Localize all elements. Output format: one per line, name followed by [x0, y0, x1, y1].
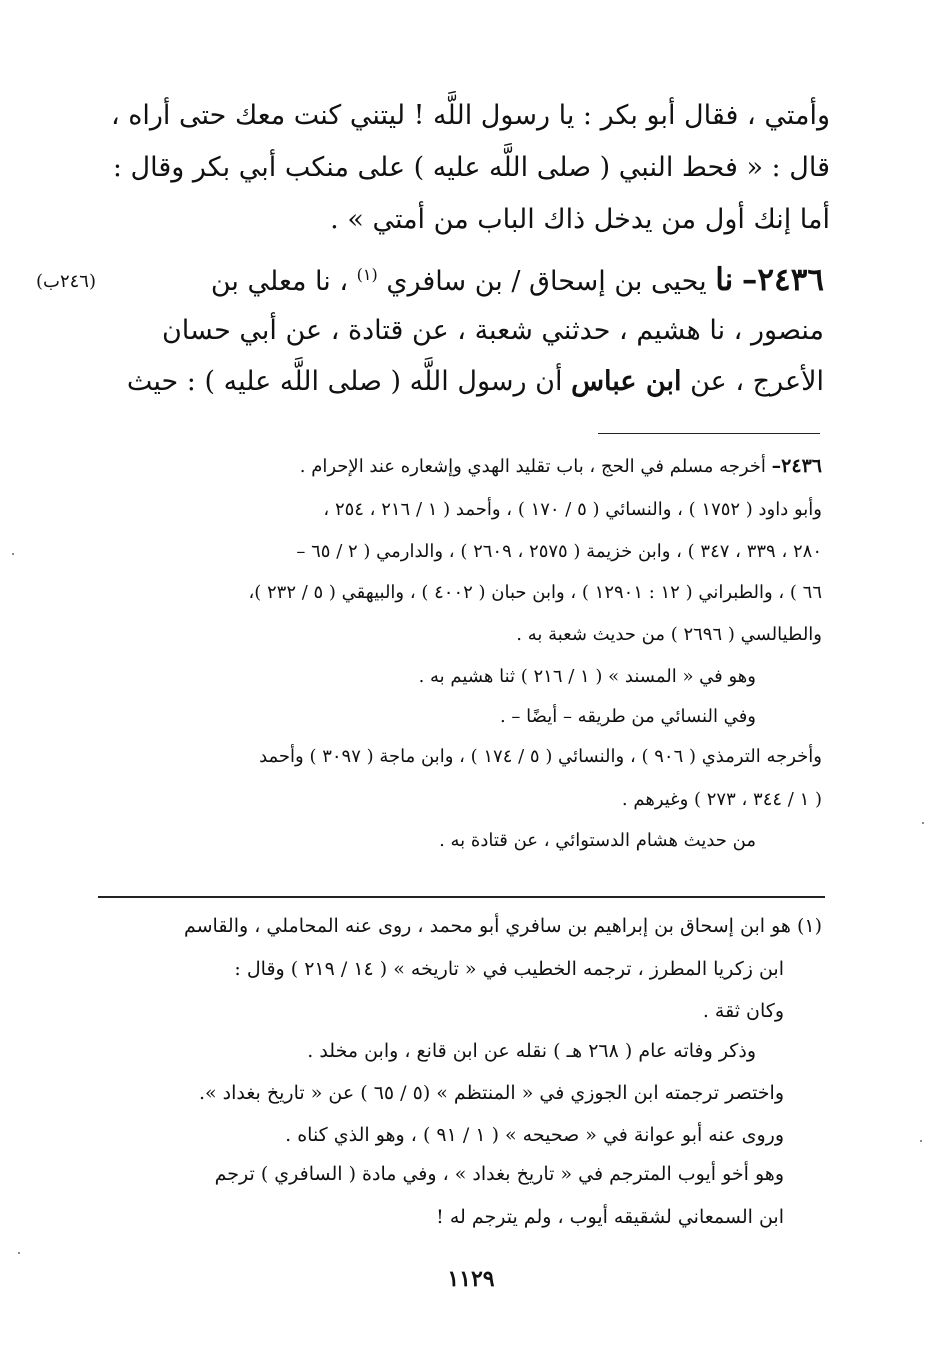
takhrij-number: ٢٤٣٦–	[771, 455, 822, 477]
takhrij-line-10: من حديث هشام الدستوائي ، عن قتادة به .	[439, 830, 756, 851]
footnote-1-line-6: وروى عنه أبو عوانة في « صحيحه » ( ١ / ٩١ ) ، وهو الذي كناه .	[285, 1124, 784, 1146]
takhrij-line-2: وأبو داود ( ١٧٥٢ ) ، والنسائي ( ٥ / ١٧٠ ) ، وأحمد ( ١ / ٢١٦ ، ٢٥٤ ،	[323, 499, 822, 520]
takhrij-line-5: والطيالسي ( ٢٦٩٦ ) من حديث شعبة به .	[516, 624, 822, 645]
takhrij-line-7: وفي النسائي من طريقه – أيضًا – .	[499, 706, 756, 727]
hadith-isnad-part: يحيى بن إسحاق / بن سافري	[386, 266, 707, 297]
hadith-2436-line-2: منصور ، نا هشيم ، حدثني شعبة ، عن قتادة ، عن أبي حسان	[161, 315, 824, 346]
scan-speck	[920, 1140, 922, 1142]
main-text-line-3: أما إنك أول من يدخل ذاك الباب من أمتي » .	[330, 204, 830, 235]
takhrij-separator	[598, 433, 820, 434]
takhrij-line-6: وهو في « المسند » ( ١ / ٢١٦ ) ثنا هشيم به .	[418, 666, 756, 687]
footnote-1-line-4: وذكر وفاته عام ( ٢٦٨ هـ ) نقله عن ابن قانع ، وابن مخلد .	[307, 1040, 756, 1062]
takhrij-text-1: أخرجه مسلم في الحج ، باب تقليد الهدي وإشعاره عند الإحرام .	[299, 456, 766, 477]
matn-start: أن رسول اللَّه ( صلى اللَّه عليه ) : حيث	[126, 366, 563, 397]
hadith-isnad-end: ، نا معلي بن	[210, 266, 349, 297]
footnote-1-line-3: وكان ثقة .	[702, 1000, 784, 1022]
footnote-separator	[98, 896, 825, 898]
takhrij-line-9: ( ١ / ٣٤٤ ، ٢٧٣ ) وغيرهم .	[621, 789, 822, 810]
scan-speck	[12, 553, 14, 555]
takhrij-line-3: ٢٨٠ ، ٣٣٩ ، ٣٤٧ ) ، وابن خزيمة ( ٢٥٧٥ ، ٢٦٠٩ ) ، والدارمي ( ٢ / ٦٥ –	[296, 541, 822, 562]
hadith-2436-line-1	[211, 262, 824, 298]
manuscript-folio-note: (٢٤٦ب)	[35, 271, 96, 292]
footnote-1-line-5: واختصر ترجمته ابن الجوزي في « المنتظم » (٥ / ٦٥ ) عن « تاريخ بغداد ».	[198, 1082, 784, 1104]
footnote-1-line-1: (١) هو ابن إسحاق بن إبراهيم بن سافري أبو محمد ، روى عنه المحاملي ، والقاسم	[183, 915, 822, 937]
main-text-line-1: وأمتي ، فقال أبو بكر : يا رسول اللَّه ! ليتني كنت معك حتى أراه ،	[110, 100, 830, 131]
page-number: ١١٢٩	[447, 1266, 495, 1292]
main-text-line-2: قال : « فحط النبي ( صلى اللَّه عليه ) على منكب أبي بكر وقال :	[112, 152, 830, 183]
hadith-2436-line-3	[127, 366, 824, 397]
takhrij-line-1	[300, 455, 822, 477]
isnad-start: الأعرج ، عن	[690, 366, 824, 397]
footnote-1-line-2: ابن زكريا المطرز ، ترجمه الخطيب في « تاريخه » ( ١٤ / ٢١٩ ) وقال :	[234, 958, 784, 980]
hadith-na: نا	[715, 262, 734, 298]
hadith-number: ٢٤٣٦–	[741, 262, 824, 298]
footnote-ref-1[interactable]: (١)	[356, 265, 378, 284]
footnote-1-line-8: ابن السمعاني لشقيقه أيوب ، ولم يترجم له !	[436, 1206, 784, 1228]
scan-speck	[922, 822, 924, 824]
takhrij-line-8: وأخرجه الترمذي ( ٩٠٦ ) ، والنسائي ( ٥ / ١٧٤ ) ، وابن ماجة ( ٣٠٩٧ ) وأحمد	[259, 746, 822, 767]
footnote-1-line-7: وهو أخو أيوب المترجم في « تاريخ بغداد » ، وفي مادة ( السافري ) ترجم	[214, 1163, 784, 1185]
narrator-ibn-abbas: ابن عباس	[571, 366, 682, 397]
takhrij-line-4: ٦٦ ) ، والطبراني ( ١٢ : ١٢٩٠١ ) ، وابن حبان ( ٤٠٠٢ ) ، والبيهقي ( ٥ / ٢٣٢ )،	[248, 582, 822, 603]
scan-speck	[18, 1252, 20, 1254]
